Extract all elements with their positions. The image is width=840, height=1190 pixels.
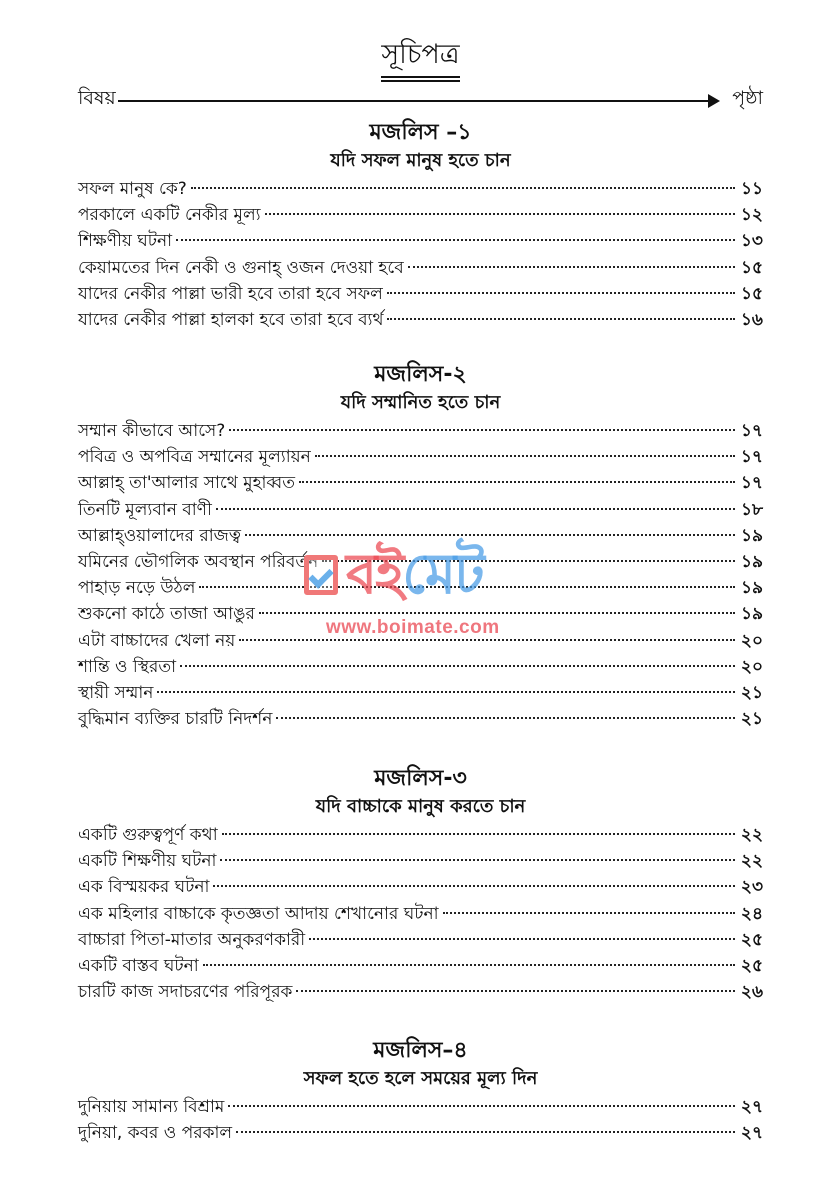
entry-page: ১৯ (740, 525, 763, 546)
toc-entry[interactable] (78, 953, 763, 979)
section-subtitle: যদি সম্মানিত হতে চান (340, 392, 501, 413)
entry-title: বাচ্চারা পিতা-মাতার অনুকরণকারী (78, 929, 306, 950)
section-majlis-2 (78, 360, 763, 732)
dot-leader (157, 691, 735, 693)
entry-title: দুনিয়ায় সামান্য বিশ্রাম (78, 1097, 225, 1117)
entry-page: ২১ (740, 682, 763, 703)
entry-page: ২২ (740, 825, 763, 845)
dot-leader (239, 639, 735, 641)
toc-entry[interactable] (78, 575, 763, 601)
entry-page: ১৮ (740, 499, 763, 520)
toc-entry[interactable] (78, 202, 763, 228)
entry-title: সম্মান কীভাবে আসে? (78, 421, 226, 441)
entry-page: ১৩ (740, 231, 763, 252)
entry-page: ২৭ (740, 1123, 763, 1144)
entry-title: যাদের নেকীর পাল্লা হালকা হবে তারা হবে ব্যর্থ (78, 309, 384, 330)
dot-leader (387, 318, 735, 320)
toc-entry[interactable] (78, 307, 763, 333)
section-heading: মজলিস-৩ (374, 766, 467, 791)
entry-page: ১৯ (740, 551, 763, 572)
entry-title: এক বিস্ময়কর ঘটনা (78, 877, 210, 898)
entry-page: ১৬ (740, 309, 763, 330)
entry-title: আল্লাহ্ তা'আলার সাথে মুহাব্বত (78, 473, 296, 494)
entry-title: বুদ্ধিমান ব্যক্তির চারটি নিদর্শন (78, 709, 273, 730)
toc-entry[interactable] (78, 418, 763, 444)
dot-leader (443, 912, 735, 914)
section-subtitle: যদি সফল মানুষ হতে চান (330, 150, 511, 171)
entry-title: এক মহিলার বাচ্চাকে কৃতজ্ঞতা আদায় শেখানোর ঘটনা (78, 903, 439, 924)
section-heading: মজলিস –১ (369, 120, 472, 145)
toc-entry[interactable] (78, 1094, 763, 1120)
entry-title: পবিত্র ও অপবিত্র সম্মানের মূল্যায়ন (78, 447, 311, 468)
entry-page: ১২ (740, 205, 763, 226)
entry-title: শিক্ষণীয় ঘটনা (78, 231, 173, 252)
toc-entry[interactable] (78, 470, 763, 496)
toc-entry[interactable] (78, 927, 763, 953)
dot-leader (199, 586, 735, 588)
entry-page: ১৭ (740, 473, 763, 494)
dot-leader (315, 455, 735, 457)
entry-title: পাহাড় নড়ে উঠল (78, 578, 196, 599)
dot-leader (222, 833, 735, 835)
toc-entry[interactable] (78, 822, 763, 848)
subject-label: বিষয় (78, 87, 116, 109)
entry-page: ১৫ (740, 283, 763, 304)
entry-page: ১৭ (740, 421, 763, 441)
dot-leader (265, 213, 735, 215)
section-subtitle: সফল হতে হলে সময়ের মূল্য দিন (303, 1068, 538, 1089)
toc-entry[interactable] (78, 706, 763, 732)
entry-page: ২৭ (740, 1097, 763, 1117)
section-majlis-4 (78, 1036, 763, 1146)
entry-page: ২১ (740, 709, 763, 730)
section-heading: মজলিস–৪ (373, 1038, 468, 1063)
dot-leader (322, 560, 735, 562)
dot-leader (276, 717, 735, 719)
page-label: পৃষ্ঠা (732, 87, 763, 109)
toc-entry[interactable] (78, 176, 763, 202)
section-heading: মজলিস-২ (374, 362, 467, 387)
entry-title: একটি বাস্তব ঘটনা (78, 955, 199, 976)
toc-entry[interactable] (78, 549, 763, 575)
toc-entry[interactable] (78, 680, 763, 706)
entry-title: সফল মানুষ কে? (78, 179, 187, 199)
title-block (78, 38, 763, 78)
watermark-logo-text-red: বই (346, 542, 403, 607)
dot-leader (213, 885, 735, 887)
entry-page: ১৯ (740, 604, 763, 625)
entry-title: স্থায়ী সম্মান (78, 682, 154, 703)
entry-title: যমিনের ভৌগলিক অবস্থান পরিবর্তন (78, 551, 319, 572)
dot-leader (259, 612, 735, 614)
dot-leader (309, 938, 735, 940)
dot-leader (296, 990, 735, 992)
dot-leader (228, 1105, 735, 1107)
section-majlis-1 (78, 118, 763, 333)
entry-title: পরকালে একটি নেকীর মূল্য (78, 205, 261, 226)
dot-leader (299, 481, 735, 483)
toc-entry[interactable] (78, 654, 763, 680)
entry-title: দুনিয়া, কবর ও পরকাল (78, 1123, 233, 1144)
entry-page: ১৫ (740, 257, 763, 278)
entry-page: ২৫ (740, 955, 763, 976)
toc-entry[interactable] (78, 628, 763, 654)
entry-title: কেয়ামতের দিন নেকী ও গুনাহ্ ওজন দেওয়া হবে (78, 257, 404, 278)
toc-page (78, 0, 763, 1190)
toc-header-row (78, 86, 763, 114)
arrow-right-icon (118, 100, 719, 102)
dot-leader (245, 534, 735, 536)
entry-page: ২৬ (740, 982, 763, 1003)
entry-page: ২৫ (740, 929, 763, 950)
entry-page: ২০ (740, 630, 763, 651)
dot-leader (180, 665, 735, 667)
entry-title: শুকনো কাঠে তাজা আঙুর (78, 604, 255, 625)
entry-title: একটি শিক্ষণীয় ঘটনা (78, 851, 217, 872)
toc-entry[interactable] (78, 444, 763, 470)
section-subtitle: যদি বাচ্চাকে মানুষ করতে চান (315, 796, 526, 817)
dot-leader (191, 187, 735, 189)
entry-page: ২৪ (740, 903, 763, 924)
entry-title: চারটি কাজ সদাচরণের পরিপূরক (78, 982, 293, 1003)
dot-leader (203, 964, 735, 966)
toc-entry[interactable] (78, 255, 763, 281)
entry-title: এটা বাচ্চাদের খেলা নয় (78, 630, 236, 651)
toc-entry[interactable] (78, 901, 763, 927)
dot-leader (408, 266, 735, 268)
watermark-logo-text-blue: মেট (402, 542, 483, 607)
dot-leader (229, 429, 735, 431)
entry-page: ১৭ (740, 447, 763, 468)
entry-title: তিনটি মূল্যবান বাণী (78, 499, 212, 520)
entry-title: যাদের নেকীর পাল্লা ভারী হবে তারা হবে সফল (78, 283, 383, 304)
entry-page: ১১ (740, 179, 763, 199)
toc-entry[interactable] (78, 281, 763, 307)
dot-leader (387, 292, 735, 294)
toc-entry[interactable] (78, 848, 763, 874)
entry-page: ২২ (740, 851, 763, 872)
entry-title: একটি গুরুত্বপূর্ণ কথা (78, 825, 218, 845)
toc-entry[interactable] (78, 601, 763, 627)
toc-entry[interactable] (78, 1120, 763, 1146)
section-majlis-3 (78, 764, 763, 1005)
entry-page: ২০ (740, 656, 763, 677)
watermark-url: www.boimate.com (326, 617, 500, 638)
entry-title: আল্লাহ্ওয়ালাদের রাজত্ব (78, 525, 241, 546)
entry-title: শান্তি ও স্থিরতা (78, 656, 177, 677)
dot-leader (216, 508, 735, 510)
page-title: সূচিপত্র (381, 38, 459, 78)
entry-page: ২৩ (740, 877, 763, 898)
dot-leader (176, 239, 735, 241)
dot-leader (236, 1131, 735, 1133)
dot-leader (220, 859, 735, 861)
toc-entry[interactable] (78, 979, 763, 1005)
toc-entry[interactable] (78, 874, 763, 900)
toc-entry[interactable] (78, 228, 763, 254)
entry-page: ১৯ (740, 578, 763, 599)
toc-entry[interactable] (78, 523, 763, 549)
toc-entry[interactable] (78, 497, 763, 523)
